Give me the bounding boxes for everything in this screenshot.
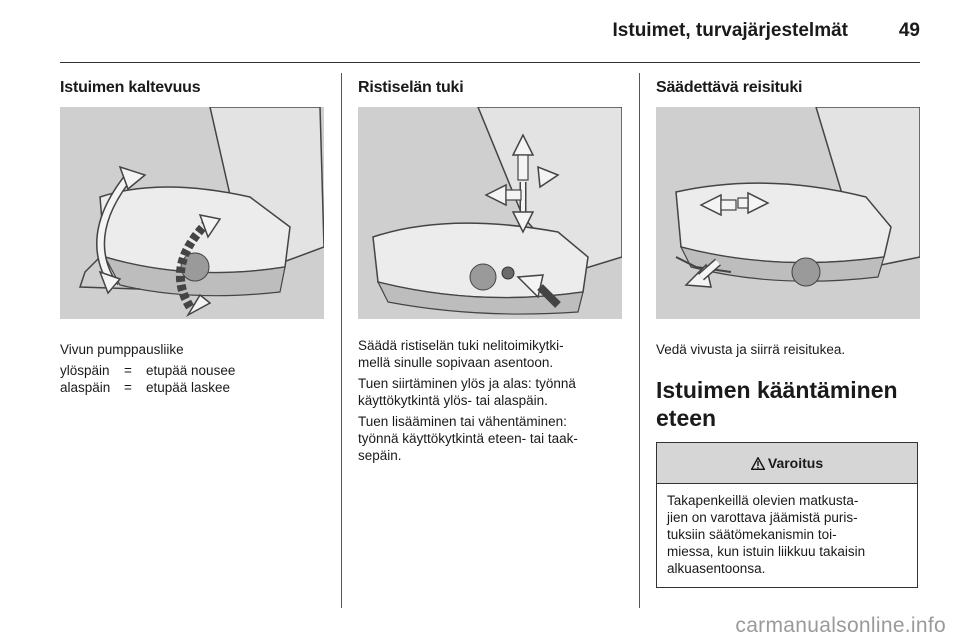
warning-title: Varoitus	[767, 455, 824, 471]
seat-tilt-illustration	[60, 107, 324, 319]
tilt-intro: Vivun pumppausliike	[60, 342, 184, 357]
warning-header	[657, 443, 917, 484]
page-number: 49	[898, 20, 920, 41]
section-heading: Säädettävä reisituki	[656, 79, 803, 96]
section-thigh-support	[656, 62, 920, 588]
thigh-support-illustration	[656, 107, 920, 319]
section-seat-tilt	[60, 62, 324, 396]
lumbar-paragraph: Tuen lisääminen tai vähentäminen: työnnä käyttökytkintä eteen- tai taak- sepäin.	[358, 414, 578, 463]
tilt-row: ylöspäin = etupää nousee	[60, 363, 236, 378]
lumbar-paragraph: Tuen siirtäminen ylös ja alas: työnnä käyttökytkintä ylös- tai alaspäin.	[358, 376, 576, 408]
column-divider	[341, 73, 342, 608]
thigh-support-text: Vedä vivusta ja siirrä reisitukea.	[656, 342, 846, 357]
warning-triangle-icon	[751, 457, 765, 470]
page-header	[60, 0, 920, 63]
column-divider	[639, 73, 640, 608]
tilt-row: alaspäin = etupää laskee	[60, 380, 231, 395]
lumbar-support-illustration	[358, 107, 622, 319]
section-heading: Istuimen kaltevuus	[60, 79, 201, 96]
lumbar-paragraph: Säädä ristiselän tuki nelitoimikytki- mellä sinulle sopivaan asentoon.	[358, 338, 564, 370]
section-title: Istuimen kääntäminen eteen	[656, 377, 898, 431]
page-header-title: Istuimet, turvajärjestelmät	[612, 20, 848, 41]
section-lumbar-support	[358, 62, 622, 464]
watermark: carmanualsonline.info	[735, 614, 946, 637]
section-heading: Ristiselän tuki	[358, 79, 464, 96]
warning-body: Takapenkeillä olevien matkusta- jien on varottava jäämistä puris- tuksiin säätömekanismin toi- miessa, kun istuin liikkuu takaisin alkuasentoonsa.	[667, 493, 866, 576]
warning-box	[656, 442, 918, 588]
